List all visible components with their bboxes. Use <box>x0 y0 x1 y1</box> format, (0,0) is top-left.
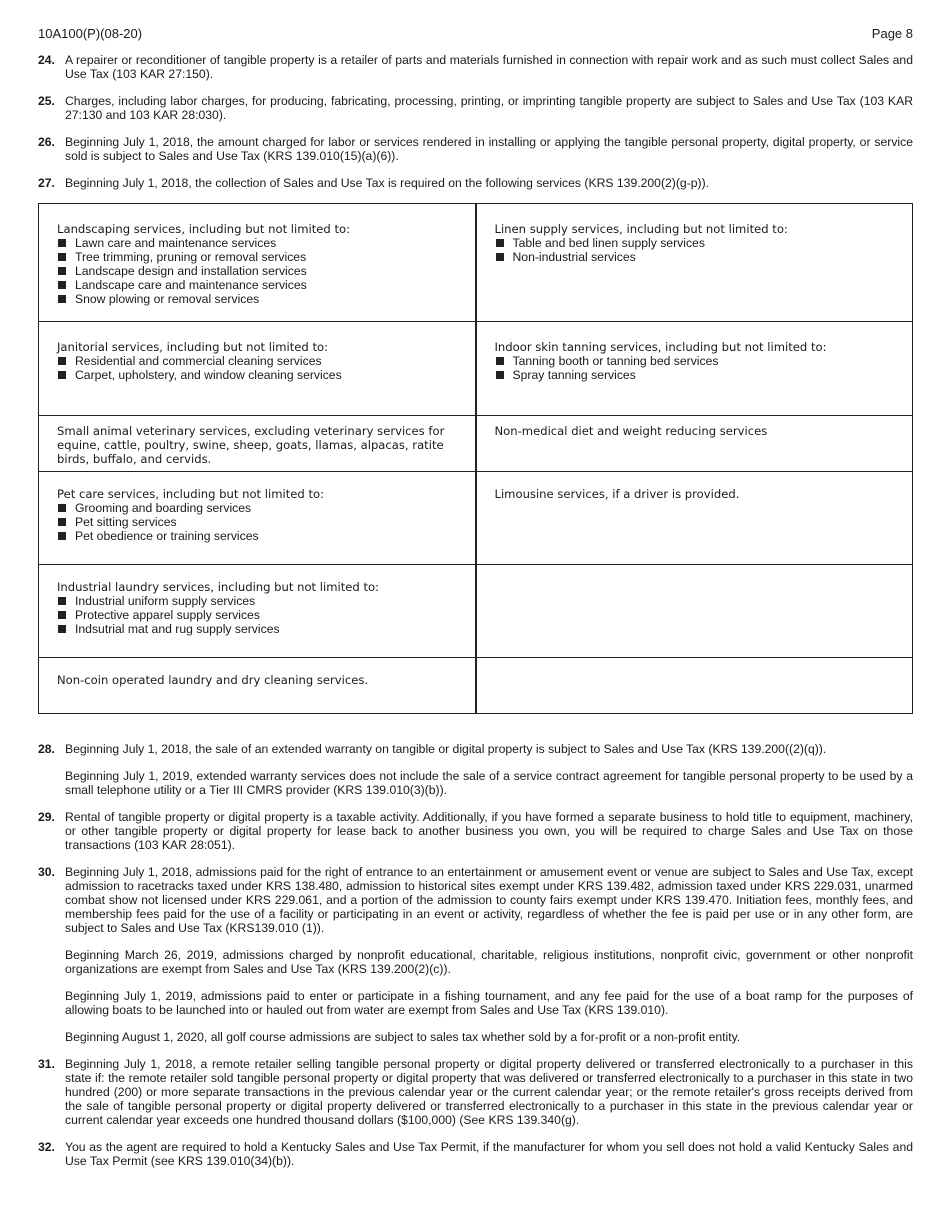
item-body <box>65 176 913 190</box>
services-cell-left <box>39 204 476 322</box>
services-cell-right <box>476 658 913 714</box>
services-cell-right <box>476 204 913 322</box>
item-paragraph: Beginning July 1, 2019, admissions paid to enter or participate in a fishing tournament, and any fee paid for the use of a boat ramp for the purposes of allowing boats to be launched into or hauled out from water are exempt from Sales and Use Tax (KRS 139.010). <box>65 989 913 1017</box>
service-bullet-list <box>57 236 457 306</box>
service-bullet: Pet sitting services <box>57 515 457 529</box>
taxable-services-table <box>38 203 913 714</box>
services-cell-right <box>476 472 913 565</box>
item-paragraph: Charges, including labor charges, for producing, fabricating, processing, printing, or imprinting tangible property are subject to Sales and Use Tax (103 KAR 27:130 and 103 KAR 28:030). <box>65 94 913 122</box>
service-bullet: Snow plowing or removal services <box>57 292 457 306</box>
item-paragraph: Beginning July 1, 2018, admissions paid for the right of entrance to an entertainment or amusement event or venue are subject to Sales and Use Tax, except admission to racetracks taxed under KRS 138.480, admission to historical sites exempt under KRS 139.482, admission taxed under KRS 229.031, unarmed combat show not licensed under KRS 229.061, and a portion of the admission to county fairs exempt under KRS 139.470. Initiation fees, monthly fees, and membership fees paid for the use of a facility or participating in an event or activity, regardless of whether the fee is paid per use or in any other form, are subject to Sales and Use Tax (KRS139.010 (1)). <box>65 865 913 935</box>
numbered-item <box>38 176 913 190</box>
services-cell-right <box>476 322 913 416</box>
service-category: Landscaping services, including but not limited to: <box>57 222 351 236</box>
service-category: Pet care services, including but not limited to: <box>57 487 325 501</box>
form-id: 10A100(P)(08-20) <box>38 26 143 41</box>
service-bullet: Lawn care and maintenance services <box>57 236 457 250</box>
item-body <box>65 53 913 81</box>
service-bullet: Table and bed linen supply services <box>495 236 895 250</box>
service-category: Non-medical diet and weight reducing services <box>494 424 768 438</box>
item-paragraph: Beginning July 1, 2018, the amount charged for labor or services rendered in installing or applying the tangible personal property, digital property, or service sold is subject to Sales and Use Tax (KRS 139.010(15)(a)(6)). <box>65 135 913 163</box>
item-paragraph: Beginning July 1, 2018, the sale of an extended warranty on tangible or digital property is subject to Sales and Use Tax (KRS 139.200((2)(q)). <box>65 742 827 756</box>
service-bullet: Tree trimming, pruning or removal services <box>57 250 457 264</box>
service-bullet: Indsutrial mat and rug supply services <box>57 622 457 636</box>
numbered-item <box>38 865 913 1044</box>
item-paragraph: Beginning July 1, 2019, extended warranty services does not include the sale of a service contract agreement for tangible personal property to be used by a small telephone utility or a Tier III CMRS provider (KRS 139.010(3)(b)). <box>65 769 913 797</box>
item-number: 32. <box>38 1140 55 1154</box>
service-category: Limousine services, if a driver is provided. <box>494 487 740 501</box>
service-bullet-list <box>495 236 895 264</box>
item-number: 30. <box>38 865 55 879</box>
item-number: 25. <box>38 94 55 108</box>
service-bullet: Carpet, upholstery, and window cleaning services <box>57 368 457 382</box>
item-paragraph: Beginning August 1, 2020, all golf course admissions are subject to sales tax whether sold by a for-profit or a non-profit entity. <box>65 1030 741 1044</box>
item-number: 29. <box>38 810 55 824</box>
document-page <box>38 27 913 1181</box>
services-cell-left <box>39 416 476 472</box>
item-number: 24. <box>38 53 55 67</box>
services-cell-left <box>39 565 476 658</box>
item-paragraph: Beginning March 26, 2019, admissions charged by nonprofit educational, charitable, religious institutions, nonprofit civic, government or other nonprofit organizations are exempt from Sales and Use Tax (KRS 139.200(2)(c)). <box>65 948 913 976</box>
service-bullet-list <box>57 594 457 636</box>
service-category: Non-coin operated laundry and dry cleaning services. <box>57 673 369 687</box>
service-bullet-list <box>495 354 895 382</box>
item-body <box>65 865 913 1044</box>
service-category: Small animal veterinary services, excluding veterinary services for equine, cattle, poultry, swine, sheep, goats, llamas, alpacas, ratite birds, buffalo, and cervids. <box>57 424 445 466</box>
services-row <box>39 565 913 658</box>
numbered-items-bottom <box>38 742 913 1168</box>
services-row <box>39 416 913 472</box>
services-row <box>39 658 913 714</box>
service-bullet: Industrial uniform supply services <box>57 594 457 608</box>
service-category: Indoor skin tanning services, including but not limited to: <box>494 340 827 354</box>
item-body <box>65 810 913 852</box>
services-row <box>39 472 913 565</box>
item-number: 28. <box>38 742 55 756</box>
item-paragraph: You as the agent are required to hold a Kentucky Sales and Use Tax Permit, if the manufacturer for whom you sell does not hold a valid Kentucky Sales and Use Tax Permit (see KRS 139.010(34)(b)). <box>65 1140 913 1168</box>
service-bullet: Non-industrial services <box>495 250 895 264</box>
item-paragraph: Beginning July 1, 2018, the collection of Sales and Use Tax is required on the following services (KRS 139.200(2)(g-p)). <box>65 176 710 190</box>
service-category: Industrial laundry services, including but not limited to: <box>57 580 380 594</box>
service-bullet: Pet obedience or training services <box>57 529 457 543</box>
item-body <box>65 94 913 122</box>
numbered-item <box>38 53 913 81</box>
item-body <box>65 1057 913 1127</box>
item-paragraph: Beginning July 1, 2018, a remote retailer selling tangible personal property or digital property delivered or transferred electronically to a purchaser in this state if: the remote retailer sold tangible personal property or digital property that was delivered or transferred electronically to a purchaser in this state in two hundred (200) or more separate transactions in the previous calendar year or the current calendar year; or the remote retailer's gross receipts derived from the sale of tangible personal property or digital property delivered or transferred electronically to a purchaser in this state in the previous calendar year or current calendar year exceeds one hundred thousand dollars ($100,000) (See KRS 139.340(g). <box>65 1057 913 1127</box>
item-body <box>65 1140 913 1168</box>
item-number: 26. <box>38 135 55 149</box>
numbered-item <box>38 1057 913 1127</box>
service-bullet-list <box>57 501 457 543</box>
item-paragraph: A repairer or reconditioner of tangible property is a retailer of parts and materials furnished in connection with repair work and as such must collect Sales and Use Tax (103 KAR 27:150). <box>65 53 913 81</box>
services-cell-right <box>476 565 913 658</box>
item-body <box>65 135 913 163</box>
service-category: Janitorial services, including but not limited to: <box>57 340 328 354</box>
numbered-item <box>38 94 913 122</box>
service-bullet-list <box>57 354 457 382</box>
numbered-items-top <box>38 53 913 190</box>
service-bullet: Residential and commercial cleaning services <box>57 354 457 368</box>
services-row <box>39 322 913 416</box>
services-cell-left <box>39 472 476 565</box>
numbered-item <box>38 810 913 852</box>
item-body <box>65 742 913 797</box>
numbered-item <box>38 742 913 797</box>
numbered-item <box>38 1140 913 1168</box>
service-bullet: Landscape care and maintenance services <box>57 278 457 292</box>
page-number: Page 8 <box>871 26 913 41</box>
numbered-item <box>38 135 913 163</box>
service-bullet: Tanning booth or tanning bed services <box>495 354 895 368</box>
services-cell-left <box>39 658 476 714</box>
services-cell-right <box>476 416 913 472</box>
service-bullet: Protective apparel supply services <box>57 608 457 622</box>
item-number: 31. <box>38 1057 55 1071</box>
service-bullet: Landscape design and installation services <box>57 264 457 278</box>
service-bullet: Grooming and boarding services <box>57 501 457 515</box>
services-cell-left <box>39 322 476 416</box>
item-paragraph: Rental of tangible property or digital property is a taxable activity. Additionally, if you have formed a separate business to hold title to equipment, machinery, or other tangible property or digital property for lease back to another business you own, you will be required to charge Sales and Use Tax on those transactions (103 KAR 28:051). <box>65 810 913 852</box>
page-header <box>38 27 913 43</box>
services-row <box>39 204 913 322</box>
item-number: 27. <box>38 176 55 190</box>
service-bullet: Spray tanning services <box>495 368 895 382</box>
service-category: Linen supply services, including but not limited to: <box>494 222 788 236</box>
